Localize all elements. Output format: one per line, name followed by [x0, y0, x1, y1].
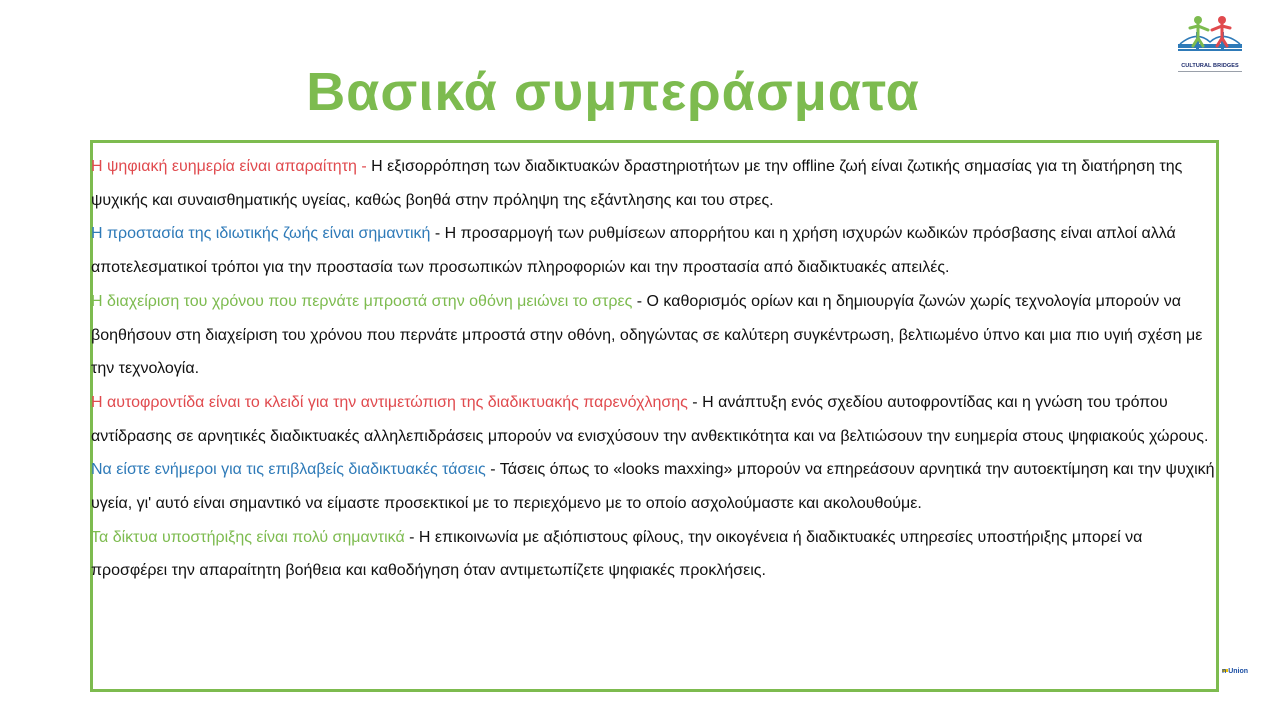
key-points	[91, 150, 1219, 588]
point-heading: Η ψηφιακή ευημερία είναι απαραίτητη -	[91, 158, 372, 175]
point-text: - Η ανάπτυξη ενός σχεδίου αυτοφροντίδας και η γνώση του τρόπου αντίδρασης σε αρνητικές διαδικτυακές αλληλεπιδράσεις μπορούν να ενισχύσουν την ανθεκτικότητα και να βελτιώσουν την ευημερία στους ψηφιακούς χώρους.	[91, 393, 1209, 445]
point-text: - Η επικοινωνία με αξιόπιστους φίλους, την οικογένεια ή διαδικτυακές υπηρεσίες υποστήριξης μπορεί να προσφέρει την απαραίτητη βοήθεια και καθοδήγηση όταν αντιμετωπίζετε ψηφιακές προκλήσεις.	[91, 528, 1143, 580]
point-self-care	[91, 386, 1219, 453]
point-support-networks	[91, 521, 1219, 588]
point-heading: Η προστασία της ιδιωτικής ζωής είναι σημαντική	[91, 225, 431, 243]
point-heading: Η διαχείριση του χρόνου που περνάτε μπροστά στην οθόνη μειώνει το στρες	[91, 292, 633, 310]
point-digital-wellbeing	[91, 150, 1219, 217]
point-heading: Τα δίκτυα υποστήριξης είναι πολύ σημαντικά	[91, 528, 405, 546]
point-text: - Ο καθορισμός ορίων και η δημιουργία ζωνών χωρίς τεχνολογία μπορούν να βοηθήσουν στη διαχείριση του χρόνου που περνάτε μπροστά στην οθόνη, οδηγώντας σε καλύτερη συγκέντρωση, βελτιωμένο ύπνο και μια πιο υγιή σχέση με την τεχνολογία.	[91, 292, 1203, 378]
point-heading: Η αυτοφροντίδα είναι το κλειδί για την αντιμετώπιση της διαδικτυακής παρενόχλησης	[91, 393, 688, 411]
point-screen-time	[91, 285, 1219, 386]
point-privacy	[91, 217, 1219, 284]
point-text: - Η προσαρμογή των ρυθμίσεων απορρήτου και η χρήση ισχυρών κωδικών πρόσβασης είναι απλοί αλλά αποτελεσματικοί τρόποι για την προστασία των προσωπικών πληροφοριών και την προστασία από διαδικτυακές απειλές.	[91, 225, 1176, 277]
point-text: Η εξισορρόπηση των διαδικτυακών δραστηριοτήτων με την offline ζωή είναι ζωτικής σημασίας για τη διατήρηση της ψυχικής και συναισθηματικής υγείας, καθώς βοηθά στην πρόληψη της εξάντλησης και του στρες.	[91, 158, 1183, 209]
eu-label-fragment: n Union	[1222, 668, 1249, 675]
point-text: - Τάσεις όπως το «looks maxxing» μπορούν να επηρεάσουν αρνητικά την αυτοεκτίμηση και την ψυχική υγεία, γι' αυτό είναι σημαντικό να είμαστε προσεκτικοί με το περιεχόμενο με το οποίο ασχολούμαστε και ακολουθούμε.	[91, 461, 1215, 513]
point-harmful-trends	[91, 453, 1219, 520]
point-heading: Να είστε ενήμεροι για τις επιβλαβείς διαδικτυακές τάσεις	[91, 461, 486, 479]
logo-caption: CULTURAL BRIDGES	[1181, 63, 1239, 69]
page-title: Βασικά συμπεράσματα	[306, 62, 920, 122]
